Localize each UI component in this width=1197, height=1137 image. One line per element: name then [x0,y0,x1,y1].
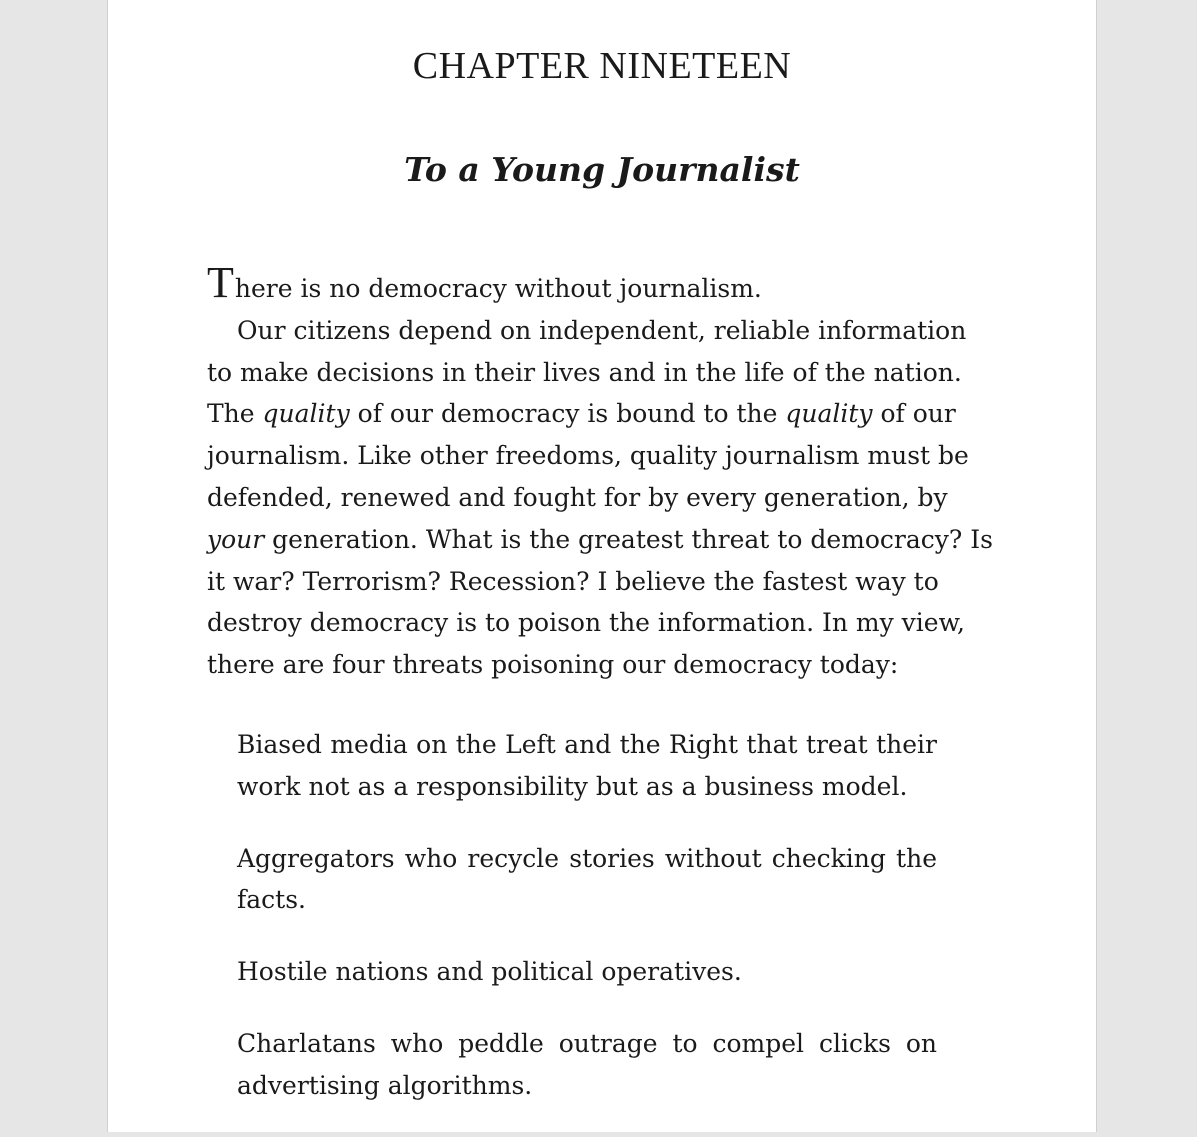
threat-item [237,724,937,808]
body-text [207,258,997,686]
threat-line: facts. [237,885,306,915]
threat-line: Hostile nations and political operatives. [237,957,742,987]
paragraph-line: to make decisions in their lives and in the life of the nation. [207,357,962,387]
threat-line: Aggregators who recycle stories without checking the [237,843,937,873]
paragraph-line: The quality of our democracy is bound to the quality of our [207,399,956,429]
chapter-title: CHAPTER NINETEEN [412,45,792,87]
document-page [107,0,1097,1132]
paragraph-line: there are four threats poisoning our democracy today: [207,650,899,680]
paragraph-line: defended, renewed and fought for by every generation, by [207,482,948,512]
paragraph-line: Our citizens depend on independent, reliable information [237,315,967,345]
paragraph-line: destroy democracy is to poison the information. In my view, [207,608,965,638]
opening-line: There is no democracy without journalism. [207,258,762,307]
threat-line: advertising algorithms. [237,1070,533,1100]
paragraph-line: journalism. Like other freedoms, quality journalism must be [207,441,969,471]
threat-item [237,838,937,922]
paragraph-line: it war? Terrorism? Recession? I believe the fastest way to [207,566,939,596]
chapter-subtitle: To a Young Journalist [404,150,800,189]
drop-cap: T [207,258,234,307]
threat-line: Biased media on the Left and the Right that treat their [237,730,937,759]
threat-line: Charlatans who peddle outrage to compel clicks on [237,1028,937,1058]
threats-list [237,724,937,1137]
paragraph-line: your generation. What is the greatest threat to democracy? Is [207,524,993,554]
threat-item [237,1023,937,1107]
threat-line: work not as a responsibility but as a business model. [237,771,908,801]
threat-item [237,951,937,993]
